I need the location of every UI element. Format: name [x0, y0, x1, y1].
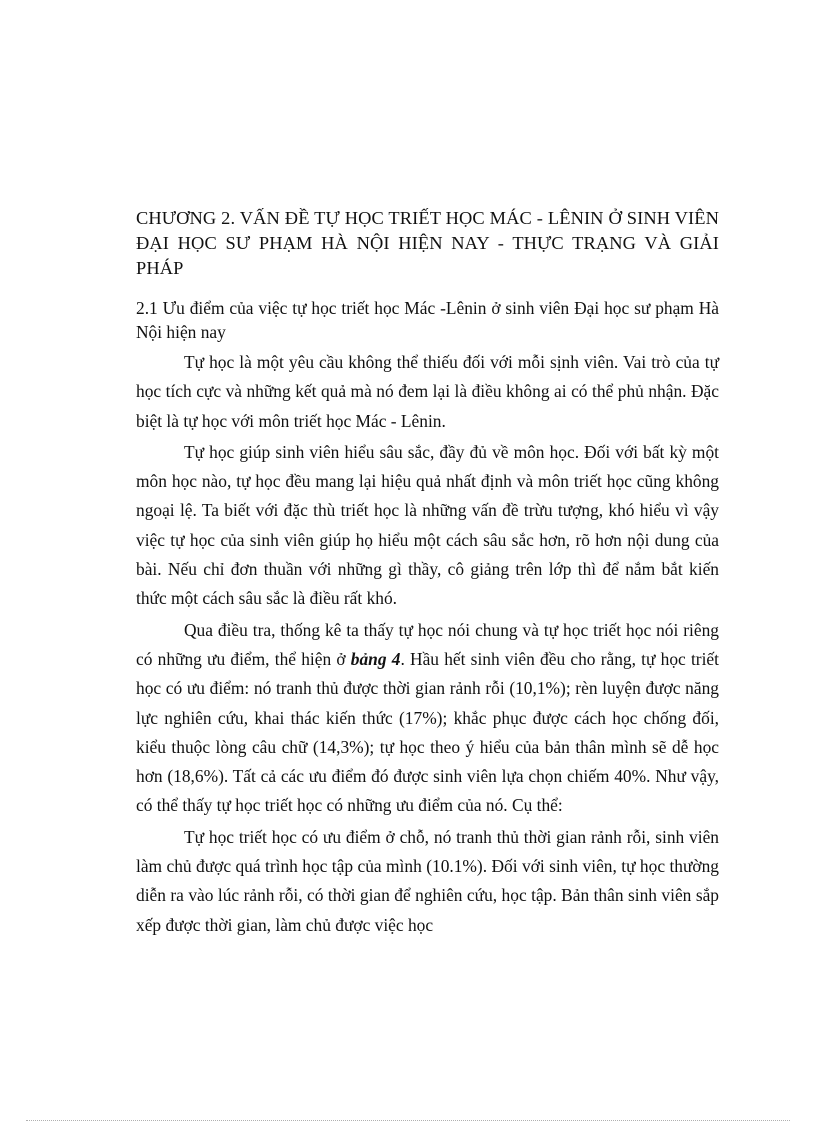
- paragraph-free-time-advantage: Tự học triết học có ưu điểm ở chỗ, nó tranh thủ thời gian rảnh rỗi, sinh viên làm chủ được quá trình học tập của mình (10.1%). Đối với sinh viên, tự học thường diễn ra vào lúc rảnh rỗi, có thời gian để nghiên cứu, học tập. Bản thân sinh viên sắp xếp được thời gian, làm chủ được việc học: [136, 826, 719, 935]
- paragraph-deep-understanding: Tự học giúp sinh viên hiểu sâu sắc, đầy đủ về môn học. Đối với bất kỳ một môn học nào, tự học đều mang lại hiệu quả nhất định và môn triết học cũng không ngoại lệ. Ta biết với đặc thù triết học là những vấn đề trừu tượng, khó hiểu vì vậy việc tự học của sinh viên giúp họ hiểu một cách sâu sắc hơn, rõ hơn nội dung của bài. Nếu chỉ đơn thuần với những gì thầy, cô giảng trên lớp thì để nắm bắt kiến thức một cách sâu sắc là điều rất khó.: [136, 441, 719, 609]
- page-content: [136, 206, 719, 940]
- chapter-title: CHƯƠNG 2. VẤN ĐỀ TỰ HỌC TRIẾT HỌC MÁC - LÊNIN Ở SINH VIÊN ĐẠI HỌC SƯ PHẠM HÀ NỘI HIỆN NAY - THỰC TRẠNG VÀ GIẢI PHÁP: [136, 208, 719, 278]
- survey-text-before: Qua điều tra, thống kê ta thấy tự học nói chung và tự học triết học nói riêng có những ưu điểm, thể hiện ở: [136, 619, 719, 669]
- paragraph-self-study-role: Tự học là một yêu cầu không thể thiếu đối với mỗi sịnh viên. Vai trò của tự học tích cực và những kết quả mà nó đem lại là điều không ai có thể phủ nhận. Đặc biệt là tự học với môn triết học Mác - Lênin.: [136, 352, 719, 431]
- section-title: 2.1 Ưu điểm của việc tự học triết học Mác -Lênin ở sinh viên Đại học sư phạm Hà Nội hiện nay: [136, 298, 719, 342]
- paragraph-survey-results: [136, 616, 719, 821]
- table-reference: bảng 4: [350, 648, 401, 669]
- survey-text-after: . Hầu hết sinh viên đều cho rằng, tự học triết học có ưu điểm: nó tranh thủ được thời gian rảnh rỗi (10,1%); rèn luyện được năng lực nghiên cứu, khai thác kiến thức (17%); khắc phục được cách học chống đối, kiểu thuộc lòng câu chữ (14,3%); tự học theo ý hiểu của bản thân mình sẽ dễ học hơn (18,6%). Tất cả các ưu điểm đó được sinh viên lựa chọn chiếm 40%. Như vậy, có thể thấy tự học triết học có những ưu điểm của nó. Cụ thể:: [136, 648, 719, 816]
- page-bottom-dotted-rule: [26, 1120, 790, 1121]
